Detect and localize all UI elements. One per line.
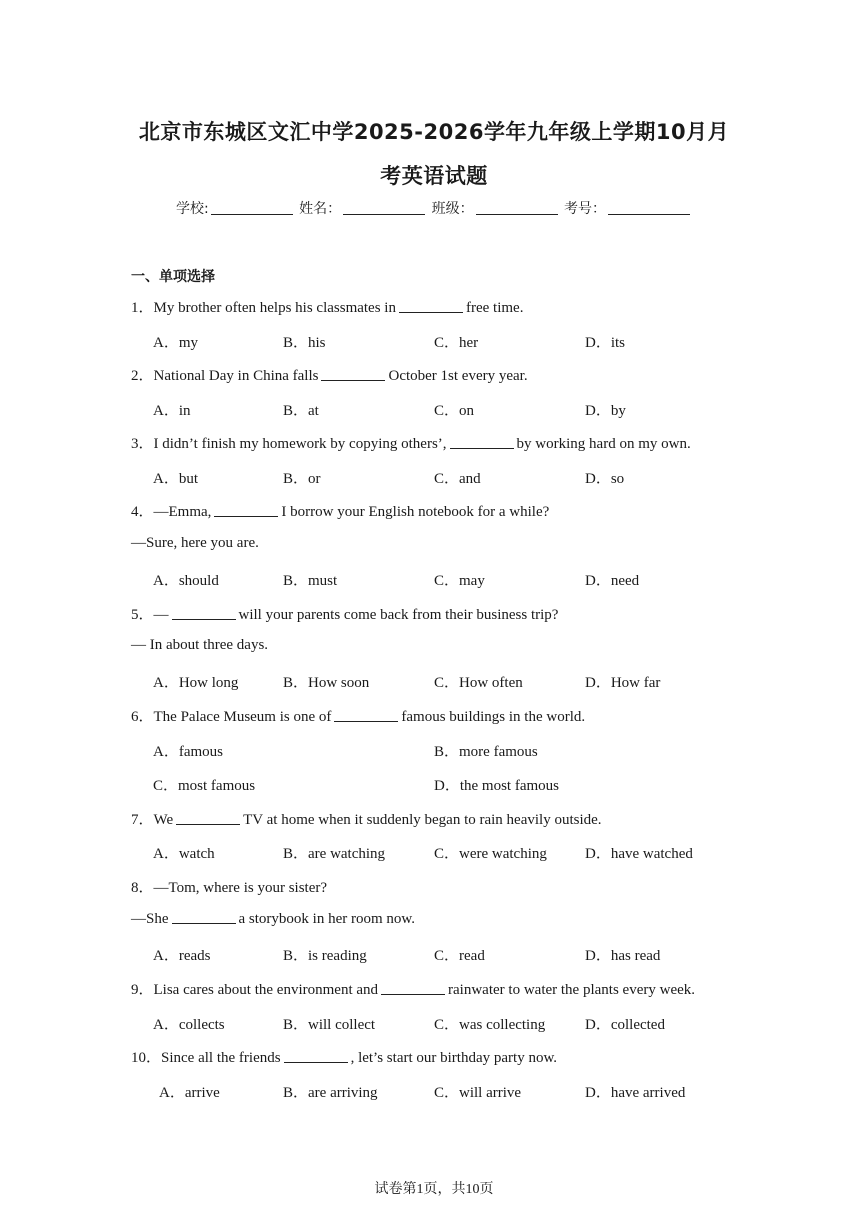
question-text: TV at home when it suddenly began to rain heavily outside. [243,812,602,828]
question-text: The Palace Museum is one of [153,709,332,725]
question-text: a storybook in her room now. [238,911,415,927]
name-field[interactable] [343,200,425,215]
question-number: 3． [131,436,154,452]
question-number: 5． [131,607,154,623]
option-b[interactable]: B．How soon [283,675,370,691]
answer-blank [284,1049,348,1063]
question-text: — [153,607,169,623]
question-number: 10． [131,1050,162,1066]
question-8 [131,876,327,897]
question-7 [131,808,602,829]
question-6 [131,705,585,726]
answer-blank [450,435,514,449]
option-b[interactable]: B．more famous [434,744,538,760]
question-text: will your parents come back from their business trip? [238,607,559,623]
answer-blank [172,910,236,924]
option-a[interactable]: A．but [153,471,199,487]
student-info-row [0,198,868,218]
option-d[interactable]: D．collected [585,1017,665,1033]
question-text: , let’s start our birthday party now. [350,1050,558,1066]
question-text: famous buildings in the world. [401,709,586,725]
option-d[interactable]: D．the most famous [434,778,559,794]
answer-blank [399,299,463,313]
option-c[interactable]: C．on [434,403,475,419]
question-number: 7． [131,812,154,828]
option-c[interactable]: C．read [434,948,485,964]
question-number: 9． [131,982,154,998]
option-c[interactable]: C．and [434,471,481,487]
school-label: 学校: [175,201,209,217]
option-b[interactable]: B．his [283,335,326,351]
answer-blank [172,606,236,620]
class-label: 班级： [431,201,474,217]
exam-title-line1: 北京市东城区文汇中学2025-2026学年九年级上学期10月月 [138,120,730,144]
question-text: rainwater to water the plants every week. [448,982,696,998]
option-d[interactable]: D．need [585,573,640,589]
question-text: October 1st every year. [388,368,528,384]
question-1 [131,296,523,317]
question-text: I borrow your English notebook for a while? [281,504,550,520]
option-a[interactable]: A．my [153,335,199,351]
question-text: free time. [465,300,524,316]
option-c[interactable]: C．may [434,573,485,589]
question-3 [131,432,691,453]
question-number: 6． [131,709,154,725]
option-a[interactable]: A．should [153,573,219,589]
answer-blank [321,367,385,381]
option-b[interactable]: B．are arriving [283,1085,378,1101]
answer-blank [381,981,445,995]
question-text: National Day in China falls [153,368,319,384]
option-c[interactable]: C．her [434,335,479,351]
option-d[interactable]: D．so [585,471,625,487]
question-number: 2． [131,368,154,384]
question-number: 8． [131,880,154,896]
question-9 [131,978,695,999]
question-number: 4． [131,504,154,520]
exam-title-line2: 考英语试题 [380,164,488,188]
question-4 [131,500,549,521]
answer-blank [214,503,278,517]
option-c[interactable]: C．most famous [153,778,256,794]
school-field[interactable] [211,200,293,215]
option-b[interactable]: B．must [283,573,338,589]
option-d[interactable]: D．by [585,403,626,419]
question-text: —Emma, [153,504,212,520]
option-c[interactable]: C．How often [434,675,523,691]
question-text: Lisa cares about the environment and [153,982,379,998]
question-10 [131,1046,557,1067]
option-d[interactable]: D．have watched [585,846,693,862]
answer-blank [176,811,240,825]
question-text: —Tom, where is your sister? [153,880,328,896]
option-a[interactable]: A．in [153,403,191,419]
option-c[interactable]: C．were watching [434,846,547,862]
question-5 [131,603,558,624]
option-d[interactable]: D．How far [585,675,661,691]
question-text: Since all the friends [161,1050,281,1066]
option-a[interactable]: A．famous [153,744,223,760]
question-text: by working hard on my own. [516,436,691,452]
page-footer: 试卷第1页，共10页 [374,1182,494,1197]
question-reply: —Sure, here you are. [131,535,259,551]
question-text: My brother often helps his classmates in [153,300,396,316]
answer-blank [334,708,398,722]
number-field[interactable] [608,200,690,215]
option-c[interactable]: C．was collecting [434,1017,546,1033]
option-d[interactable]: D．has read [585,948,661,964]
question-reply: — In about three days. [131,637,269,653]
question-2 [131,364,528,385]
question-text: I didn’t finish my homework by copying others’, [153,436,447,452]
option-b[interactable]: B．is reading [283,948,367,964]
option-d[interactable]: D．have arrived [585,1085,686,1101]
name-label: 姓名： [299,201,342,217]
section-title: 一、单项选择 [131,269,215,285]
option-c[interactable]: C．will arrive [434,1085,522,1101]
option-b[interactable]: B．or [283,471,321,487]
option-b[interactable]: B．are watching [283,846,386,862]
option-b[interactable]: B．will collect [283,1017,376,1033]
question-text: —She [131,911,169,927]
question-text: We [153,812,174,828]
option-a[interactable]: A．collects [153,1017,225,1033]
option-a[interactable]: A．How long [153,675,239,691]
class-field[interactable] [476,200,558,215]
option-d[interactable]: D．its [585,335,626,351]
option-a[interactable]: A．reads [153,948,211,964]
question-reply [131,910,415,928]
option-b[interactable]: B．at [283,403,319,419]
option-a[interactable]: A．arrive [159,1085,220,1101]
number-label: 考号： [564,201,607,217]
option-a[interactable]: A．watch [153,846,215,862]
question-number: 1． [131,300,154,316]
